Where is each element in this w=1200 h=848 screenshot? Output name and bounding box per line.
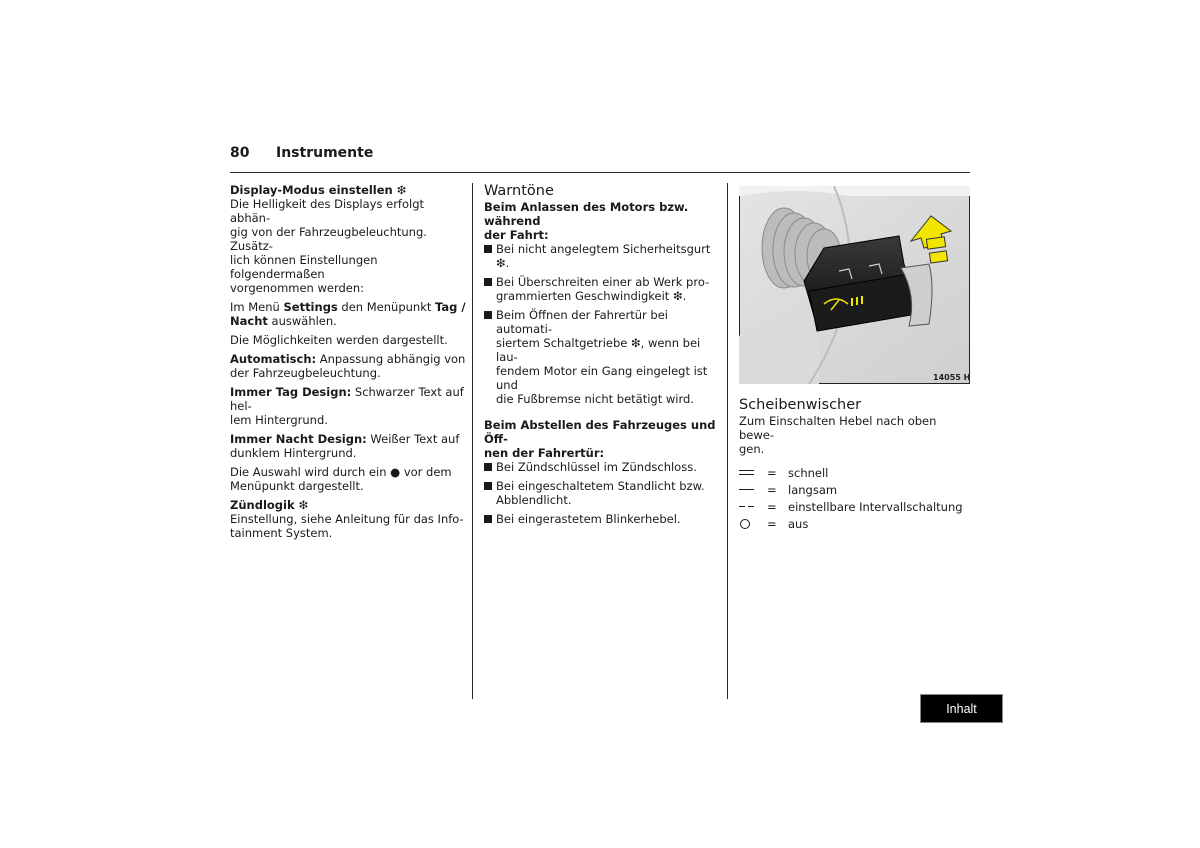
legend-row-schnell bbox=[739, 464, 970, 481]
dashed-line-icon bbox=[739, 500, 767, 514]
legend-text: aus bbox=[788, 516, 809, 531]
line: fendem Motor ein Gang eingelegt ist und bbox=[496, 364, 708, 392]
column-divider-2 bbox=[727, 183, 728, 699]
menu-settings-label: Settings bbox=[283, 300, 338, 314]
line: tainment System. bbox=[230, 526, 333, 540]
legend-text: langsam bbox=[788, 482, 838, 497]
paragraph-menu-settings bbox=[230, 300, 466, 328]
bullet-square-icon bbox=[484, 278, 492, 286]
legend-row-aus bbox=[739, 515, 970, 532]
line: der Fahrt: bbox=[484, 228, 549, 242]
line: Beim Abstellen des Fahrzeuges und Öff- bbox=[484, 418, 716, 446]
list-anlassen bbox=[484, 242, 722, 406]
line: Zum Einschalten Hebel nach oben bewe- bbox=[739, 414, 937, 442]
image-code-label: 14055 H bbox=[933, 373, 970, 382]
text: Anpassung abhängig von bbox=[316, 352, 466, 366]
single-line-icon bbox=[739, 483, 767, 497]
list-item bbox=[484, 308, 722, 406]
text: auswählen. bbox=[267, 314, 337, 328]
menu-tag-label: Tag / bbox=[435, 300, 466, 314]
paragraph-nacht-design bbox=[230, 432, 466, 460]
bullet-square-icon bbox=[484, 482, 492, 490]
line: Beim Öffnen der Fahrertür bei automati- bbox=[496, 308, 668, 336]
legend-text: schnell bbox=[788, 465, 829, 480]
inhalt-button[interactable]: Inhalt bbox=[921, 695, 1002, 722]
header-rule bbox=[230, 172, 970, 173]
bullet-square-icon bbox=[484, 463, 492, 471]
subheading-abstellen bbox=[484, 418, 722, 460]
line: nen der Fahrertür: bbox=[484, 446, 605, 460]
paragraph-moeglichkeiten: Die Möglichkeiten werden dargestellt. bbox=[230, 333, 448, 347]
wiper-legend bbox=[739, 464, 970, 532]
subheading-anlassen bbox=[484, 200, 722, 242]
column-display-settings bbox=[230, 183, 466, 545]
line: die Fußbremse nicht betätigt wird. bbox=[496, 392, 694, 406]
double-line-icon bbox=[739, 466, 767, 480]
text: Im Menü bbox=[230, 300, 284, 314]
line: vorgenommen werden: bbox=[230, 281, 365, 295]
paragraph-auswahl bbox=[230, 465, 466, 493]
column-warntoene bbox=[484, 182, 722, 531]
paragraph-zuendlogik bbox=[230, 512, 466, 540]
equals-sign: = bbox=[767, 499, 777, 514]
label-automatisch: Automatisch: bbox=[230, 352, 317, 366]
line: Bei Zündschlüssel im Zündschloss. bbox=[496, 460, 697, 474]
equals-sign: = bbox=[767, 482, 777, 497]
menu-nacht-label: Nacht bbox=[230, 314, 268, 328]
equals-sign: = bbox=[767, 465, 777, 480]
paragraph-einschalten bbox=[739, 414, 970, 456]
line: siertem Schaltgetriebe ❇, wenn bei lau- bbox=[496, 336, 701, 364]
bullet-square-icon bbox=[484, 245, 492, 253]
line: Einstellung, siehe Anleitung für das Info- bbox=[230, 512, 464, 526]
section-title-scheibenwischer: Scheibenwischer bbox=[739, 397, 862, 413]
line: gen. bbox=[739, 442, 765, 456]
line: Bei eingeschaltetem Standlicht bzw. bbox=[496, 479, 705, 493]
paragraph-tag-design bbox=[230, 385, 466, 427]
text: der Fahrzeugbeleuchtung. bbox=[230, 366, 381, 380]
line: Bei Überschreiten einer ab Werk pro- bbox=[496, 275, 710, 289]
legend-text: einstellbare Intervallschaltung bbox=[788, 499, 963, 514]
page-title: Instrumente bbox=[276, 145, 374, 161]
line: lich können Einstellungen folgendermaßen bbox=[230, 253, 378, 281]
legend-row-intervall bbox=[739, 498, 970, 515]
line: grammierten Geschwindigkeit ❇. bbox=[496, 289, 687, 303]
wiper-lever-icon bbox=[739, 186, 970, 384]
line: Abblendlicht. bbox=[496, 493, 572, 507]
list-item bbox=[484, 479, 722, 507]
line: Bei nicht angelegtem Sicherheitsgurt ❇. bbox=[496, 242, 711, 270]
text: Die Auswahl wird durch ein ● vor dem bbox=[230, 465, 452, 479]
list-item bbox=[484, 512, 722, 526]
line: gig von der Fahrzeugbeleuchtung. Zusätz- bbox=[230, 225, 427, 253]
list-item bbox=[484, 460, 722, 474]
legend-row-langsam bbox=[739, 481, 970, 498]
text: dunklem Hintergrund. bbox=[230, 446, 357, 460]
label-nacht-design: Immer Nacht Design: bbox=[230, 432, 367, 446]
label-tag-design: Immer Tag Design: bbox=[230, 385, 352, 399]
paragraph-helligkeit bbox=[230, 197, 466, 295]
heading-zuendlogik: Zündlogik ❇ bbox=[230, 498, 309, 512]
bullet-square-icon bbox=[484, 515, 492, 523]
wiper-lever-illustration bbox=[739, 186, 970, 384]
line: Die Helligkeit des Displays erfolgt abhän- bbox=[230, 197, 425, 225]
bullet-square-icon bbox=[484, 311, 492, 319]
line: Beim Anlassen des Motors bzw. während bbox=[484, 200, 689, 228]
circle-icon bbox=[739, 517, 767, 531]
text: den Menüpunkt bbox=[337, 300, 436, 314]
equals-sign: = bbox=[767, 516, 777, 531]
paragraph-automatisch bbox=[230, 352, 466, 380]
section-title-warntoene: Warntöne bbox=[484, 183, 554, 199]
text: Schwarzer Text auf hel- bbox=[230, 385, 464, 413]
list-item bbox=[484, 242, 722, 270]
column-divider-1 bbox=[472, 183, 473, 699]
column-scheibenwischer bbox=[739, 396, 970, 532]
page-number: 80 bbox=[230, 145, 250, 161]
heading-display-modus: Display-Modus einstellen ❇ bbox=[230, 183, 407, 197]
list-item bbox=[484, 275, 722, 303]
line: Bei eingerastetem Blinkerhebel. bbox=[496, 512, 681, 526]
list-abstellen bbox=[484, 460, 722, 526]
text: Weißer Text auf bbox=[366, 432, 460, 446]
text: lem Hintergrund. bbox=[230, 413, 328, 427]
text: Menüpunkt dargestellt. bbox=[230, 479, 364, 493]
